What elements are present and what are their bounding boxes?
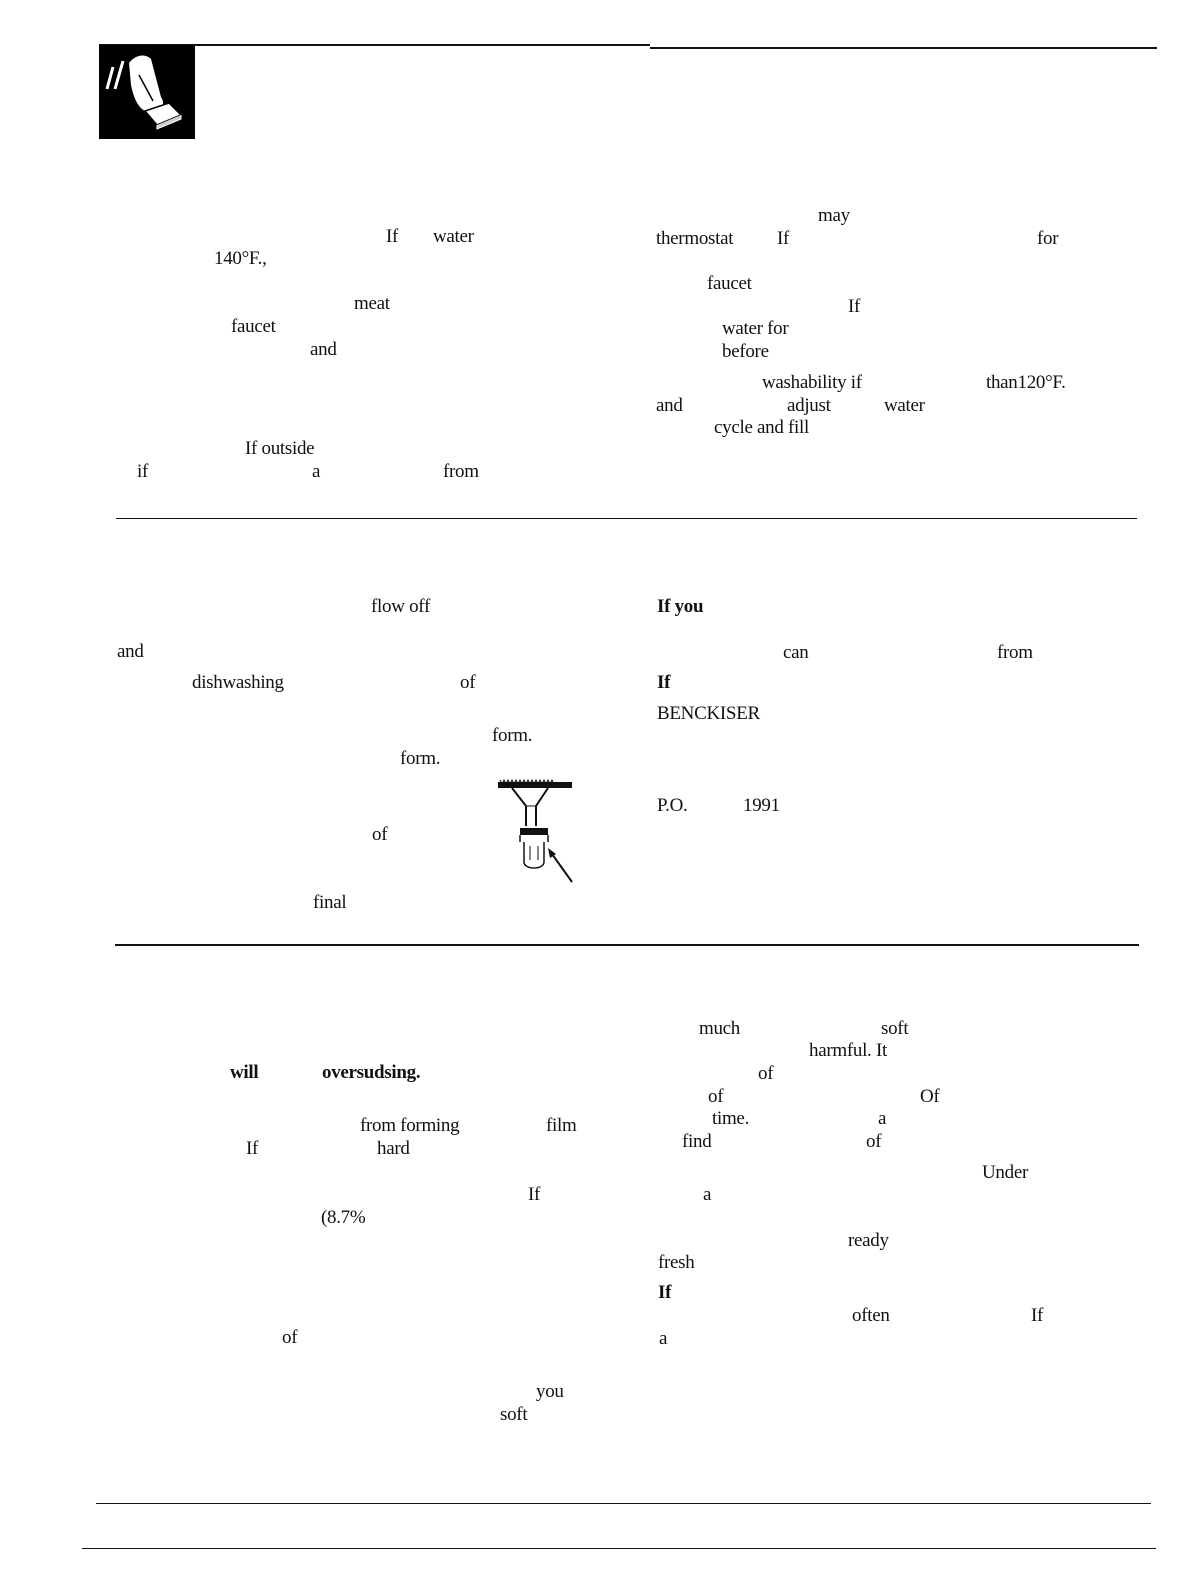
text-fragment: Under — [982, 1162, 1028, 1183]
footer-rule-lower — [82, 1548, 1156, 1549]
rinse-agent-valve-icon — [490, 776, 586, 886]
text-fragment: cycle and fill — [714, 417, 809, 438]
text-fragment: a — [659, 1328, 668, 1349]
text-fragment: soft — [881, 1018, 909, 1039]
text-fragment: hard — [377, 1138, 410, 1159]
text-fragment: of — [708, 1086, 724, 1107]
text-fragment: film — [546, 1115, 577, 1136]
text-fragment: for — [1037, 228, 1059, 249]
text-fragment: water for — [722, 318, 789, 339]
text-fragment: If — [777, 228, 790, 249]
text-fragment: you — [536, 1381, 564, 1402]
text-fragment: of — [866, 1131, 882, 1152]
text-fragment: oversudsing. — [322, 1062, 421, 1083]
arrow-pointer-icon — [548, 848, 572, 882]
text-fragment: and — [117, 641, 144, 662]
text-fragment: and — [656, 395, 683, 416]
text-fragment: P.O. — [657, 795, 688, 816]
text-fragment: may — [818, 205, 850, 226]
text-fragment: If — [657, 672, 671, 693]
text-fragment: form. — [492, 725, 533, 746]
text-fragment: of — [282, 1327, 298, 1348]
text-fragment: 1991 — [743, 795, 780, 816]
text-fragment: fresh — [658, 1252, 695, 1273]
text-fragment: flow off — [371, 596, 430, 617]
text-fragment: of — [758, 1063, 774, 1084]
section-divider — [116, 518, 1137, 519]
text-fragment: from forming — [360, 1115, 460, 1136]
text-fragment: meat — [354, 293, 390, 314]
footer-rule-upper — [96, 1503, 1151, 1504]
text-fragment: Of — [920, 1086, 940, 1107]
text-fragment: thermostat — [656, 228, 734, 249]
text-fragment: soft — [500, 1404, 528, 1425]
text-fragment: of — [460, 672, 476, 693]
text-fragment: much — [699, 1018, 741, 1039]
text-fragment: BENCKISER — [657, 703, 760, 724]
text-fragment: If — [246, 1138, 259, 1159]
text-fragment: washability if — [762, 372, 862, 393]
text-fragment: ready — [848, 1230, 889, 1251]
text-fragment: dishwashing — [192, 672, 284, 693]
text-fragment: if — [137, 461, 149, 482]
text-fragment: 140°F., — [214, 248, 267, 269]
text-fragment: from — [997, 642, 1033, 663]
text-fragment: time. — [712, 1108, 750, 1129]
text-fragment: If — [386, 226, 399, 247]
text-fragment: If you — [657, 596, 704, 617]
text-fragment: find — [682, 1131, 712, 1152]
text-fragment: harmful. It — [809, 1040, 887, 1061]
text-fragment: and — [310, 339, 337, 360]
text-fragment: final — [313, 892, 347, 913]
text-fragment: a — [312, 461, 321, 482]
text-fragment: (8.7% — [321, 1207, 366, 1228]
header-rule-right — [650, 47, 1157, 49]
text-fragment: a — [878, 1108, 887, 1129]
text-fragment: adjust — [787, 395, 831, 416]
text-fragment: will — [230, 1062, 259, 1083]
text-fragment: before — [722, 341, 769, 362]
text-fragment: water — [433, 226, 474, 247]
text-fragment: a — [703, 1184, 712, 1205]
text-fragment: from — [443, 461, 479, 482]
text-fragment: can — [783, 642, 809, 663]
text-fragment: faucet — [707, 273, 752, 294]
section-divider — [115, 944, 1139, 946]
text-fragment: than120°F. — [986, 372, 1066, 393]
text-fragment: of — [372, 824, 388, 845]
text-fragment: If — [1031, 1305, 1044, 1326]
text-fragment: If — [848, 296, 861, 317]
text-fragment: faucet — [231, 316, 276, 337]
text-fragment: If — [528, 1184, 541, 1205]
text-fragment: water — [884, 395, 925, 416]
text-fragment: often — [852, 1305, 890, 1326]
text-fragment: If outside — [245, 438, 315, 459]
hand-pressing-button-icon — [99, 45, 195, 139]
text-fragment: form. — [400, 748, 441, 769]
text-fragment: If — [658, 1282, 672, 1303]
